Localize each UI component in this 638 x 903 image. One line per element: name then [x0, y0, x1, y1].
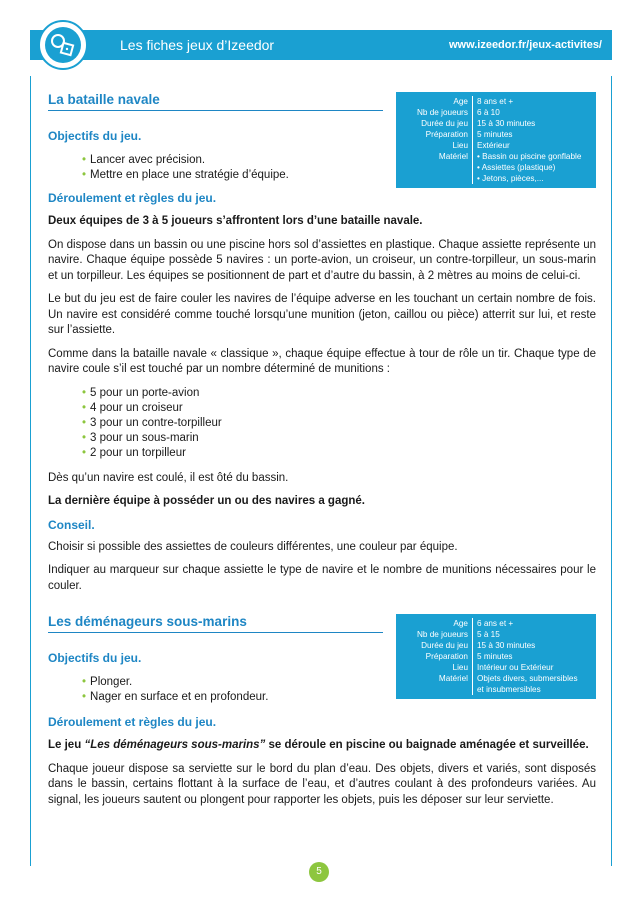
info-row	[396, 96, 596, 107]
info-value: Objets divers, submersibles	[477, 674, 578, 683]
info-row	[396, 673, 596, 684]
info-label	[396, 162, 473, 173]
info-value: 5 minutes	[477, 652, 513, 661]
rules-title: Déroulement et règles du jeu.	[48, 715, 217, 729]
list-item: • Mettre en place une stratégie d’équipe.	[82, 168, 596, 183]
paragraph: Choisir si possible des assiettes de couleurs différentes, une couleur par équipe.	[48, 540, 458, 553]
section-title: Les déménageurs sous-marins	[48, 614, 383, 633]
info-value: • Bassin ou piscine gonflable	[477, 152, 582, 161]
info-row	[396, 684, 596, 695]
izeedor-logo-icon	[38, 20, 88, 70]
info-value: 6 ans et +	[477, 619, 514, 628]
list-item: • 3 pour un contre-torpilleur	[82, 416, 596, 431]
info-label: Durée du jeu	[396, 118, 473, 129]
intro-text: Deux équipes de 3 à 5 joueurs s’affrontent lors d’une bataille navale.	[48, 215, 423, 227]
info-row	[396, 662, 596, 673]
info-value: • Assiettes (plastique)	[477, 163, 556, 172]
list-item: • Nager en surface et en profondeur.	[82, 690, 596, 705]
info-box-demenageurs	[396, 614, 596, 699]
list-item: • 3 pour un sous-marin	[82, 431, 596, 446]
info-label: Préparation	[396, 651, 473, 662]
rules-title: Déroulement et règles du jeu.	[48, 191, 217, 205]
intro-suffix: se déroule en piscine ou baignade aménagée et surveillée.	[265, 739, 589, 751]
info-row	[396, 640, 596, 651]
info-label: Matériel	[396, 151, 473, 162]
paragraph: Chaque joueur dispose sa serviette sur le bord du plan d’eau. Des objets, divers et variés, sont disposés dans le bassin, certains flottant à la surface de l’eau, et d’autres coulant à des profondeurs variées. Au signal, les joueurs sautent ou plongent pour rapporter les objets, puis les déposer sur leur serviette.	[48, 762, 596, 806]
info-row	[396, 118, 596, 129]
page-number: 5	[309, 862, 329, 882]
info-row	[396, 618, 596, 629]
info-label: Durée du jeu	[396, 640, 473, 651]
section-bataille-navale	[48, 92, 596, 594]
info-value: 5 minutes	[477, 130, 513, 139]
winner-text: La dernière équipe à posséder un ou des navires a gagné.	[48, 495, 365, 507]
info-value: 5 à 15	[477, 630, 500, 639]
intro-text	[48, 738, 596, 754]
info-value: et insubmersibles	[477, 685, 541, 694]
info-label: Nb de joueurs	[396, 629, 473, 640]
page-header	[30, 30, 612, 60]
list-item: • 2 pour un torpilleur	[82, 446, 596, 461]
tip-title: Conseil.	[48, 517, 95, 532]
info-row	[396, 129, 596, 140]
info-box-bataille	[396, 92, 596, 188]
info-row	[396, 151, 596, 162]
info-label	[396, 173, 473, 184]
paragraph: On dispose dans un bassin ou une piscine hors sol d’assiettes en plastique. Chaque assiette représente un navire. Chaque équipe possède 5 navires : un porte-avion, un croiseur, un contre-torpilleur, un sous-marin et un torpilleur. Les équipes se positionnent de part et d’autre du bassin, à 2 mètres au moins de celui-ci.	[48, 238, 596, 282]
info-value: Extérieur	[477, 141, 510, 150]
objectives-title: Objectifs du jeu.	[48, 129, 142, 143]
header-title: Les fiches jeux d’Izeedor	[120, 37, 275, 53]
info-value: Intérieur ou Extérieur	[477, 663, 554, 672]
info-label: Lieu	[396, 662, 473, 673]
paragraph: Indiquer au marqueur sur chaque assiette le type de navire et le nombre de munitions nécessaires pour le couler.	[48, 564, 596, 592]
section-demenageurs	[48, 614, 596, 808]
info-label	[396, 684, 473, 695]
list-item: • 5 pour un porte-avion	[82, 386, 596, 401]
info-row	[396, 651, 596, 662]
info-row	[396, 629, 596, 640]
page-border-left	[30, 76, 31, 866]
info-row	[396, 173, 596, 184]
info-label: Lieu	[396, 140, 473, 151]
intro-prefix: Le jeu	[48, 739, 85, 751]
info-label: Age	[396, 618, 473, 629]
objectives-title: Objectifs du jeu.	[48, 651, 142, 665]
info-label: Préparation	[396, 129, 473, 140]
list-item: • 4 pour un croiseur	[82, 401, 596, 416]
info-row	[396, 162, 596, 173]
paragraph: Le but du jeu est de faire couler les navires de l’équipe adverse en les touchant un certain nombre de fois. Un navire est considéré comme touché lorsqu’une munition (jeton, caillou ou pièce) atterrit sur lui, et reste sur l’assiette.	[48, 293, 596, 336]
info-label: Nb de joueurs	[396, 107, 473, 118]
info-row	[396, 140, 596, 151]
info-value: 8 ans et +	[477, 97, 514, 106]
info-value: • Jetons, pièces,...	[477, 174, 544, 183]
info-value: 15 à 30 minutes	[477, 119, 536, 128]
paragraph: Comme dans la bataille navale « classique », chaque équipe effectue à tour de rôle un tir. Chaque type de navire coule s’il est touché par un nombre déterminé de munitions :	[48, 347, 596, 375]
info-value: 15 à 30 minutes	[477, 641, 536, 650]
info-row	[396, 107, 596, 118]
header-url[interactable]: www.izeedor.fr/jeux-activites/	[448, 39, 602, 51]
page-border-right	[611, 76, 612, 866]
info-label: Age	[396, 96, 473, 107]
game-name: “Les déménageurs sous-marins”	[84, 739, 266, 751]
info-value: 6 à 10	[477, 108, 500, 117]
munitions-list	[48, 386, 596, 461]
list-item: • Plonger.	[82, 675, 596, 690]
paragraph: Dès qu’un navire est coulé, il est ôté du bassin.	[48, 471, 289, 484]
info-label: Matériel	[396, 673, 473, 684]
list-item: • Lancer avec précision.	[82, 153, 596, 168]
section-title: La bataille navale	[48, 92, 383, 111]
